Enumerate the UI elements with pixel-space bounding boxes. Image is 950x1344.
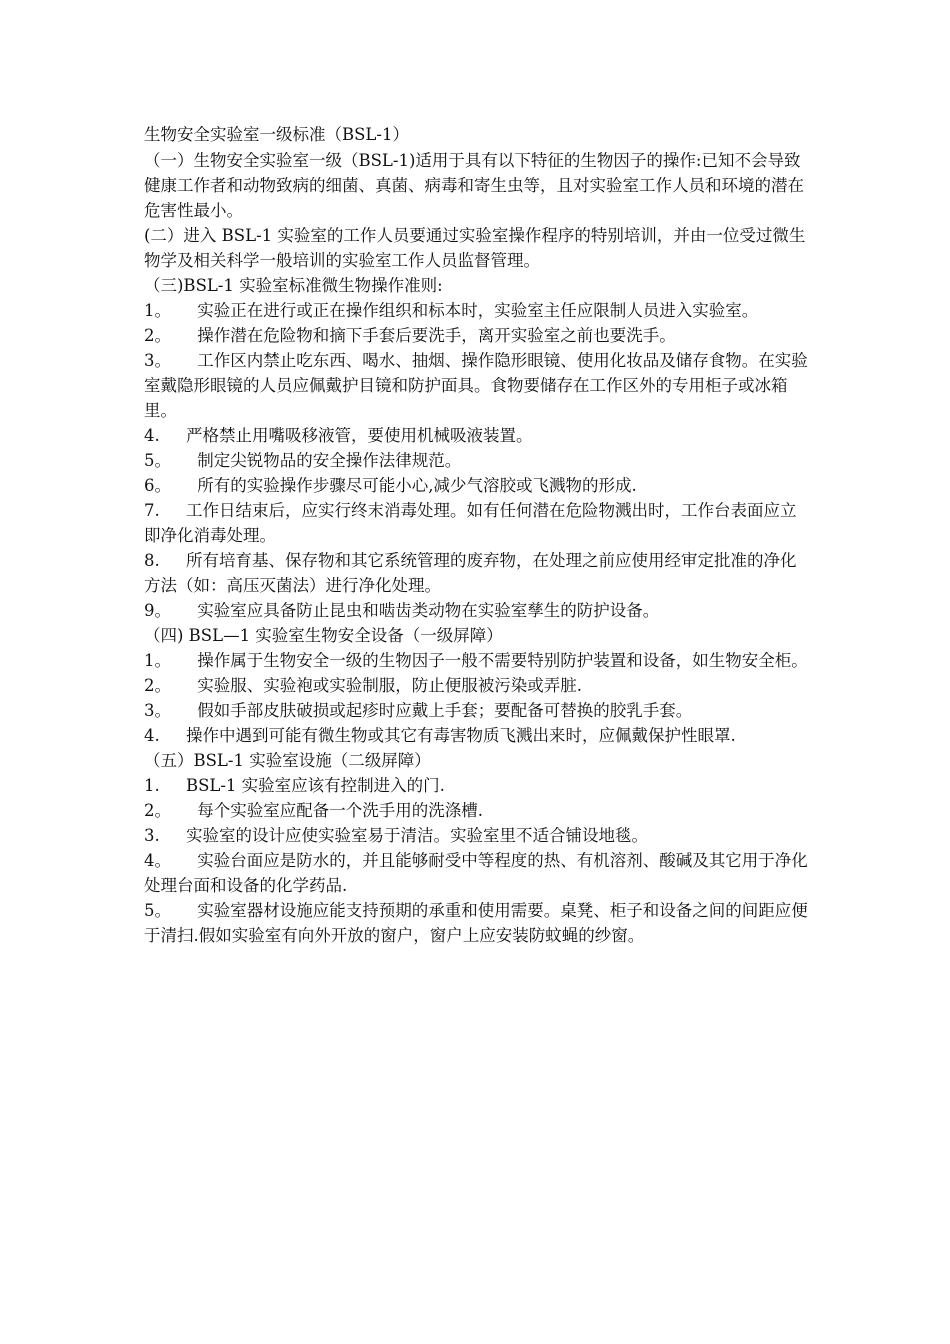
list-item: 2。 每个实验室应配备一个洗手用的洗涤槽. (144, 801, 483, 820)
list-item: 9。 实验室应具备防止昆虫和啮齿类动物在实验室孳生的防护设备。 (144, 601, 660, 620)
document-page (144, 122, 809, 948)
list-item: 4. 操作中遇到可能有微生物或其它有毒害物质飞溅出来时，应佩戴保护性眼罩. (144, 726, 736, 745)
list-item: 1。 实验正在进行或正在操作组织和标本时，实验室主任应限制人员进入实验室。 (144, 301, 759, 320)
list-item: 3。 假如手部皮肤破损或起疹时应戴上手套；要配备可替换的胶乳手套。 (144, 701, 693, 720)
list-item: 5。 制定尖锐物品的安全操作法律规范。 (144, 451, 462, 470)
list-item: 5。 实验室器材设施应能支持预期的承重和使用需要。桌凳、柜子和设备之间的间距应便于清扫.假如实验室有向外开放的窗户，窗户上应安装防蚊蝇的纱窗。 (144, 901, 808, 945)
list-item: 7. 工作日结束后，应实行终末消毒处理。如有任何潜在危险物溅出时，工作台表面应立即净化消毒处理。 (144, 501, 797, 545)
list-item: 6。 所有的实验操作步骤尽可能小心,减少气溶胶或飞溅物的形成. (144, 476, 637, 495)
list-item: 3. 实验室的设计应使实验室易于清洁。实验室里不适合铺设地毯。 (144, 826, 648, 845)
section-2-paragraph: (二）进入 BSL-1 实验室的工作人员要通过实验室操作程序的特别培训，并由一位受过微生物学及相关科学一般培训的实验室工作人员监督管理。 (144, 226, 806, 270)
list-item: 2。 实验服、实验袍或实验制服，防止便服被污染或弄脏. (144, 676, 582, 695)
section-1-paragraph: （一）生物安全实验室一级（BSL-1)适用于具有以下特征的生物因子的操作:已知不会导致健康工作者和动物致病的细菌、真菌、病毒和寄生虫等，且对实验室工作人员和环境的潜在危害性最小。 (144, 151, 804, 220)
section-4-heading: （四) BSL—1 实验室生物安全设备（一级屏障） (144, 626, 503, 645)
list-item: 4。 实验台面应是防水的，并且能够耐受中等程度的热、有机溶剂、酸碱及其它用于净化处理台面和设备的化学药品. (144, 851, 808, 895)
section-5-heading: （五）BSL-1 实验室设施（二级屏障） (144, 751, 431, 770)
list-item: 8. 所有培育基、保存物和其它系统管理的废弃物，在处理之前应使用经审定批准的净化方法（如：高压灭菌法）进行净化处理。 (144, 551, 797, 595)
list-item: 1。 操作属于生物安全一级的生物因子一般不需要特别防护装置和设备，如生物安全柜。 (144, 651, 808, 670)
list-item: 1. BSL-1 实验室应该有控制进入的门. (144, 776, 445, 795)
list-item: 4. 严格禁止用嘴吸移液管，要使用机械吸液装置。 (144, 426, 533, 445)
list-item: 2。 操作潜在危险物和摘下手套后要洗手，离开实验室之前也要洗手。 (144, 326, 676, 345)
list-item: 3。 工作区内禁止吃东西、喝水、抽烟、操作隐形眼镜、使用化妆品及储存食物。在实验室戴隐形眼镜的人员应佩戴护目镜和防护面具。食物要储存在工作区外的专用柜子或冰箱里。 (144, 351, 808, 420)
document-title: 生物安全实验室一级标准（BSL-1） (144, 125, 409, 144)
section-3-heading: （三)BSL-1 实验室标准微生物操作准则: (144, 276, 443, 295)
